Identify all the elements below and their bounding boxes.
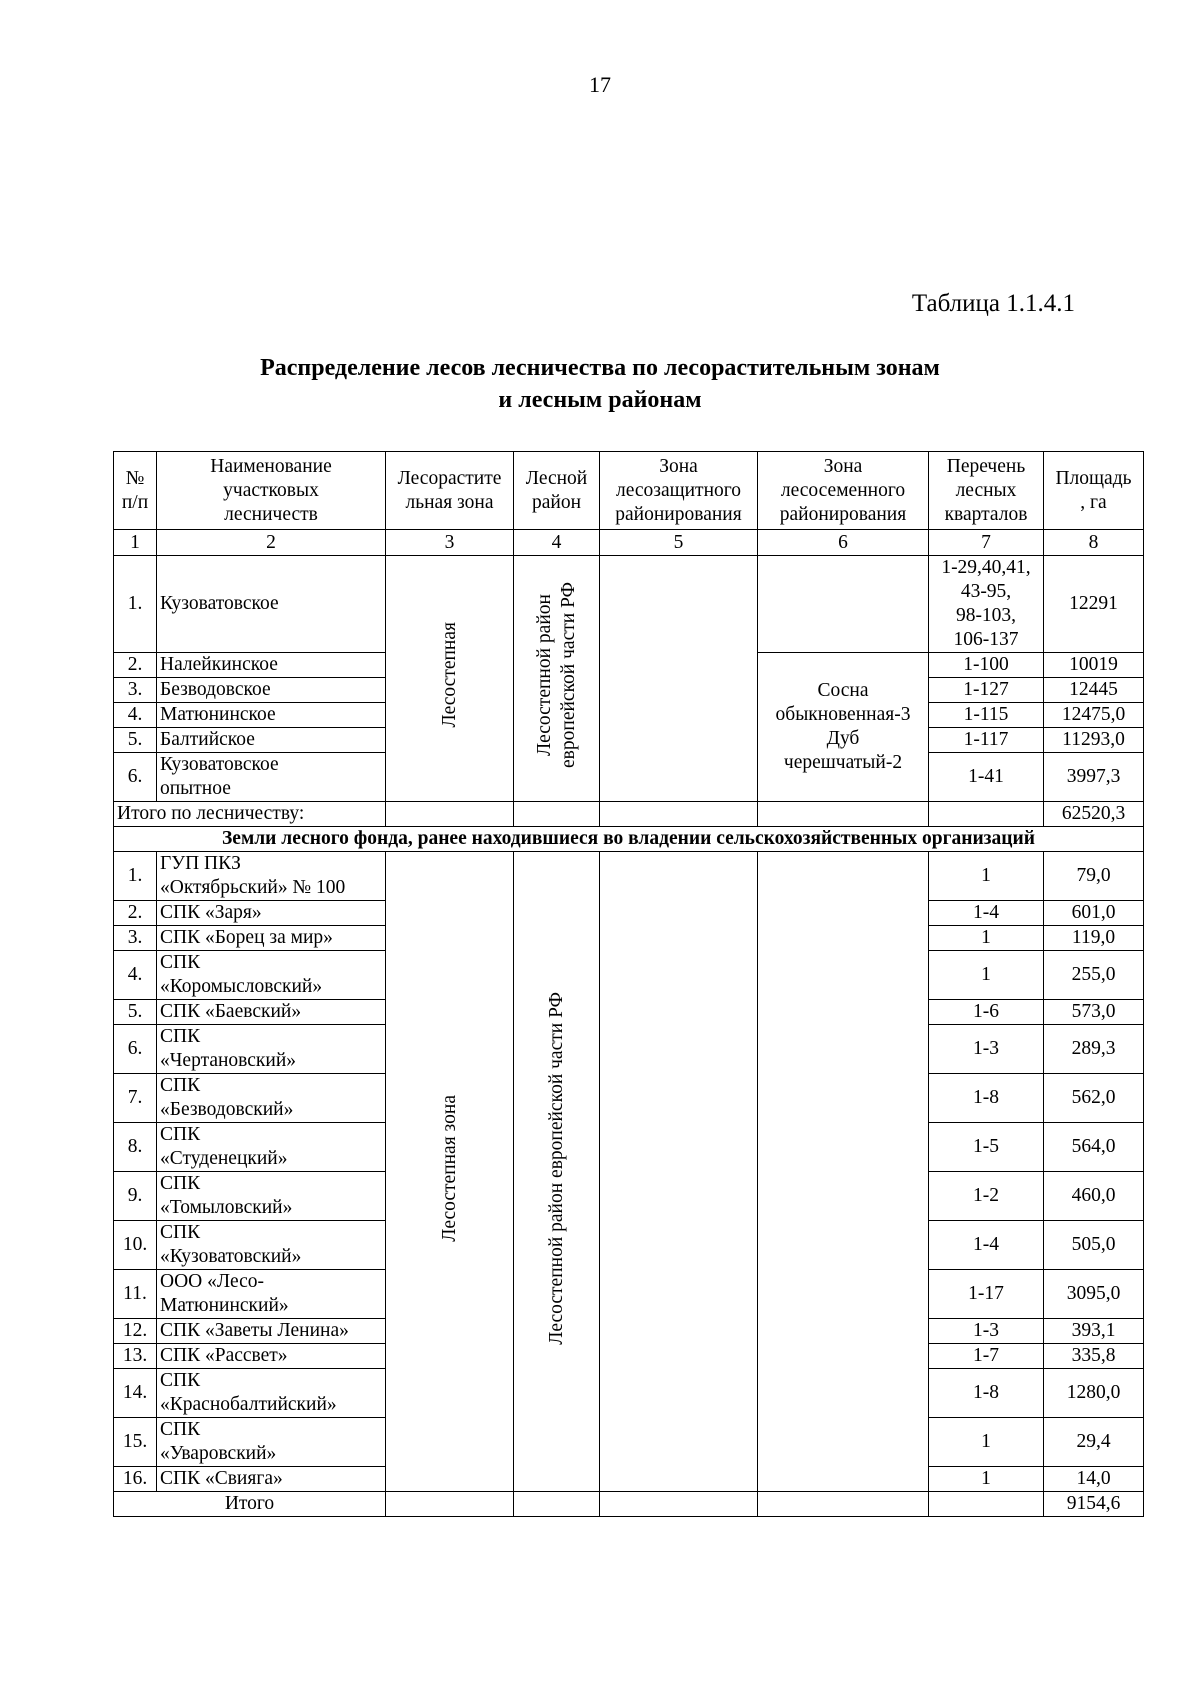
text-line: п/п: [121, 491, 149, 513]
area-cell: 3095,0: [1044, 1270, 1144, 1319]
text-line: «Томыловский»: [160, 1197, 293, 1218]
text-line: Матюнинское: [160, 704, 276, 725]
forestry-name: [157, 678, 386, 703]
col-number: 6: [758, 530, 929, 556]
area-cell: 601,0: [1044, 901, 1144, 926]
org-name-text: [160, 1124, 287, 1169]
forestry-name: [157, 728, 386, 753]
quarters-cell: 1: [929, 951, 1044, 1000]
empty-cell: [929, 802, 1044, 827]
text-line: Зона: [659, 455, 698, 477]
area-cell: 119,0: [1044, 926, 1144, 951]
quarters-cell: 1-4: [929, 1221, 1044, 1270]
forestry-name-text: [160, 729, 255, 750]
quarters-cell: [929, 753, 1044, 802]
header-num-text: [122, 468, 148, 513]
org-name-text: [160, 853, 345, 898]
org-name: [157, 1000, 386, 1025]
row-number: 3.: [114, 678, 157, 703]
veg-zone-text: Лесостепная: [438, 622, 460, 728]
header-num: [114, 452, 157, 530]
quarters-cell: [929, 678, 1044, 703]
protect-zone-cell: [600, 556, 758, 802]
org-name-text: [160, 1370, 337, 1415]
quarters-text: [968, 766, 1004, 787]
header-district-text: [526, 468, 588, 513]
empty-cell: [758, 802, 929, 827]
org-name-text: [160, 1345, 288, 1366]
row-number: 5.: [114, 1000, 157, 1025]
org-name: [157, 1074, 386, 1123]
org-name-text: [160, 1320, 349, 1341]
text-line: участковых: [223, 479, 319, 501]
text-line: СПК: [160, 1026, 201, 1047]
district-cell: [514, 556, 600, 802]
text-line: Перечень: [946, 455, 1026, 477]
col-number: 4: [514, 530, 600, 556]
text-line: СПК: [160, 1124, 201, 1145]
seed-zone-cell: [758, 653, 929, 802]
table-label: Таблица 1.1.4.1: [911, 290, 1075, 317]
org-name-text: [160, 927, 333, 948]
text-line: 1-117: [963, 729, 1009, 750]
header-veg-zone: [386, 452, 514, 530]
text-line: черешчатый-2: [783, 752, 903, 773]
empty-cell: [600, 802, 758, 827]
header-quarters: [929, 452, 1044, 530]
text-line: кварталов: [944, 503, 1028, 525]
quarters-text: [964, 704, 1009, 725]
text-line: СПК: [160, 1222, 201, 1243]
row-number: 13.: [114, 1344, 157, 1369]
text-line: СПК: [160, 952, 201, 973]
org-name: [157, 951, 386, 1000]
quarters-text: [964, 729, 1009, 750]
text-line: Зона: [823, 455, 863, 477]
col-number: 3: [386, 530, 514, 556]
seed-zone-cell-blank: [758, 556, 929, 653]
org-name-text: [160, 1419, 276, 1464]
area-cell: 505,0: [1044, 1221, 1144, 1270]
veg-zone-cell: [386, 556, 514, 802]
district-cell: [514, 852, 600, 1492]
quarters-cell: [929, 556, 1044, 653]
district-text: Лесостепной район европейской части РФ: [545, 991, 567, 1345]
header-name: [157, 452, 386, 530]
forestry-row: [114, 556, 1144, 653]
text-line: Налейкинское: [160, 654, 278, 675]
forestry-name: [157, 703, 386, 728]
text-line: ООО «Лесо-: [160, 1271, 265, 1292]
text-line: СПК: [160, 1173, 201, 1194]
quarters-cell: [929, 728, 1044, 753]
org-total-row: [114, 1492, 1144, 1517]
area-cell: 12475,0: [1044, 703, 1144, 728]
org-name: [157, 1123, 386, 1172]
text-line: районирования: [779, 503, 907, 525]
forestry-name-text: [160, 754, 279, 799]
header-area-text: [1055, 468, 1131, 513]
text-line: «Кузоватовский»: [160, 1246, 302, 1267]
empty-cell: [386, 802, 514, 827]
text-line: европейской части РФ: [557, 582, 579, 768]
org-name: [157, 901, 386, 926]
row-number: 7.: [114, 1074, 157, 1123]
veg-zone-cell: [386, 852, 514, 1492]
header-row: [114, 452, 1144, 530]
org-name: [157, 1025, 386, 1074]
org-name-text: [160, 1468, 283, 1489]
forestry-total-row: [114, 802, 1144, 827]
quarters-cell: 1-7: [929, 1344, 1044, 1369]
text-line: лесных: [955, 479, 1017, 501]
row-number: 8.: [114, 1123, 157, 1172]
row-number: 9.: [114, 1172, 157, 1221]
org-name-text: [160, 1075, 293, 1120]
quarters-cell: 1-3: [929, 1025, 1044, 1074]
text-line: опытное: [160, 778, 231, 799]
text-line: льная зона: [405, 491, 494, 513]
header-district: [514, 452, 600, 530]
col-number: 5: [600, 530, 758, 556]
forestry-name: [157, 653, 386, 678]
total-label: Итого по лесничеству:: [114, 802, 386, 827]
text-line: Матюнинский»: [160, 1295, 289, 1316]
district-text: [533, 582, 581, 768]
header-protect-zone-text: [615, 456, 741, 525]
quarters-cell: 1: [929, 1418, 1044, 1467]
row-number: 1.: [114, 556, 157, 653]
forestry-name: [157, 753, 386, 802]
text-line: район: [531, 491, 582, 513]
col-number: 7: [929, 530, 1044, 556]
area-cell: 289,3: [1044, 1025, 1144, 1074]
empty-cell: [386, 1492, 514, 1517]
area-cell: 564,0: [1044, 1123, 1144, 1172]
org-name-text: [160, 902, 262, 923]
document-title: [0, 352, 1200, 416]
quarters-cell: [929, 703, 1044, 728]
forestry-name-text: [160, 704, 276, 725]
text-line: Дуб: [826, 728, 860, 749]
row-number: 2.: [114, 901, 157, 926]
table-body: [114, 452, 1144, 1517]
quarters-cell: 1-6: [929, 1000, 1044, 1025]
header-veg-zone-text: [398, 468, 502, 513]
org-name: [157, 1221, 386, 1270]
org-name-text: [160, 1026, 296, 1071]
text-line: 1-115: [963, 704, 1009, 725]
text-line: лесозащитного: [615, 479, 742, 501]
text-line: СПК «Заветы Ленина»: [160, 1320, 349, 1341]
row-number: 3.: [114, 926, 157, 951]
empty-cell: [514, 802, 600, 827]
text-line: районирования: [615, 503, 742, 525]
org-name-text: [160, 1222, 301, 1267]
text-line: Лесной: [525, 467, 588, 489]
quarters-cell: 1: [929, 926, 1044, 951]
quarters-cell: 1-5: [929, 1123, 1044, 1172]
area-cell: 255,0: [1044, 951, 1144, 1000]
area-cell: 335,8: [1044, 1344, 1144, 1369]
text-line: «Уваровский»: [160, 1443, 277, 1464]
header-protect-zone: [600, 452, 758, 530]
quarters-cell: 1-4: [929, 901, 1044, 926]
text-line: 106-137: [953, 629, 1019, 650]
col-number: 8: [1044, 530, 1144, 556]
org-name: [157, 926, 386, 951]
row-number: 5.: [114, 728, 157, 753]
text-line: 98-103,: [955, 605, 1017, 626]
header-quarters-text: [945, 456, 1028, 525]
area-cell: 29,4: [1044, 1418, 1144, 1467]
text-line: СПК: [160, 1370, 201, 1391]
text-line: 1-100: [963, 654, 1009, 675]
row-number: 4.: [114, 951, 157, 1000]
empty-cell: [600, 1492, 758, 1517]
text-line: «Октябрьский» № 100: [160, 877, 346, 898]
header-name-text: [210, 456, 332, 525]
org-name: [157, 1319, 386, 1344]
total-area: 62520,3: [1044, 802, 1144, 827]
area-cell: 562,0: [1044, 1074, 1144, 1123]
row-number: 11.: [114, 1270, 157, 1319]
area-cell: 393,1: [1044, 1319, 1144, 1344]
row-number: 12.: [114, 1319, 157, 1344]
quarters-text: [941, 557, 1030, 650]
text-line: 1-41: [968, 766, 1004, 787]
text-line: СПК: [160, 1075, 201, 1096]
text-line: СПК «Рассвет»: [160, 1345, 288, 1366]
org-name-text: [160, 1173, 292, 1218]
text-line: Сосна: [817, 680, 869, 701]
section-row: [114, 827, 1144, 852]
col-number: 1: [114, 530, 157, 556]
page-number: 17: [589, 72, 611, 97]
text-line: СПК «Баевский»: [160, 1001, 302, 1022]
text-line: Балтийское: [160, 729, 255, 750]
row-number: 2.: [114, 653, 157, 678]
quarters-cell: [929, 653, 1044, 678]
total-label: Итого: [114, 1492, 386, 1517]
header-seed-zone-text: [780, 456, 906, 525]
quarters-cell: 1-8: [929, 1074, 1044, 1123]
text-line: «Студенецкий»: [160, 1148, 288, 1169]
area-cell: 1280,0: [1044, 1369, 1144, 1418]
empty-cell: [929, 1492, 1044, 1517]
empty-cell: [758, 1492, 929, 1517]
quarters-cell: 1-2: [929, 1172, 1044, 1221]
area-cell: 10019: [1044, 653, 1144, 678]
area-cell: 14,0: [1044, 1467, 1144, 1492]
seed-zone-cell: [758, 852, 929, 1492]
quarters-cell: 1-3: [929, 1319, 1044, 1344]
org-name: [157, 1369, 386, 1418]
text-line: 43-95,: [960, 581, 1012, 602]
row-number: 14.: [114, 1369, 157, 1418]
quarters-cell: 1-17: [929, 1270, 1044, 1319]
forestry-name-text: [160, 654, 278, 675]
title-line-1: Распределение лесов лесничества по лесорастительным зонам: [260, 355, 940, 381]
forestry-name-text: [160, 679, 271, 700]
text-line: «Чертановский»: [160, 1050, 297, 1071]
text-line: Лесорастите: [397, 467, 502, 489]
area-cell: 12445: [1044, 678, 1144, 703]
quarters-cell: 1-8: [929, 1369, 1044, 1418]
quarters-text: [963, 654, 1009, 675]
text-line: СПК «Свияга»: [160, 1468, 283, 1489]
column-number-row: [114, 530, 1144, 556]
text-line: Лесостепной район: [533, 594, 555, 756]
text-line: 1-127: [963, 679, 1009, 700]
forest-distribution-table: [113, 451, 1144, 1517]
text-line: Кузоватовское: [160, 754, 279, 775]
org-name-text: [160, 1271, 289, 1316]
org-name: [157, 1270, 386, 1319]
org-name-text: [160, 1001, 301, 1022]
row-number: 6.: [114, 1025, 157, 1074]
section-title: Земли лесного фонда, ранее находившиеся во владении сельскохозяйственных организаций: [114, 827, 1144, 852]
empty-cell: [514, 1492, 600, 1517]
org-name: [157, 1172, 386, 1221]
org-row: [114, 852, 1144, 901]
row-number: 10.: [114, 1221, 157, 1270]
text-line: «Безводовский»: [160, 1099, 294, 1120]
text-line: Безводовское: [160, 679, 271, 700]
text-line: Наименование: [210, 455, 332, 477]
row-number: 1.: [114, 852, 157, 901]
protect-zone-cell: [600, 852, 758, 1492]
area-cell: 3997,3: [1044, 753, 1144, 802]
col-number: 2: [157, 530, 386, 556]
forestry-name-text: [160, 593, 279, 614]
text-line: «Краснобалтийский»: [160, 1394, 337, 1415]
seed-zone-text: [776, 680, 911, 773]
header-area: [1044, 452, 1144, 530]
org-name: [157, 1467, 386, 1492]
row-number: 6.: [114, 753, 157, 802]
row-number: 16.: [114, 1467, 157, 1492]
text-line: лесосеменного: [780, 479, 906, 501]
title-line-2: и лесным районам: [498, 387, 702, 413]
org-name: [157, 1418, 386, 1467]
org-name-text: [160, 952, 322, 997]
text-line: Кузоватовское: [160, 593, 279, 614]
text-line: Площадь: [1055, 467, 1132, 489]
quarters-cell: 1: [929, 1467, 1044, 1492]
text-line: лесничеств: [224, 503, 318, 525]
forestry-name: [157, 556, 386, 653]
header-seed-zone: [758, 452, 929, 530]
text-line: «Коромысловский»: [160, 976, 323, 997]
row-number: 4.: [114, 703, 157, 728]
text-line: обыкновенная-3: [775, 704, 911, 725]
text-line: 1-29,40,41,: [941, 557, 1031, 578]
total-area: 9154,6: [1044, 1492, 1144, 1517]
area-cell: 11293,0: [1044, 728, 1144, 753]
quarters-cell: 1: [929, 852, 1044, 901]
area-cell: 573,0: [1044, 1000, 1144, 1025]
org-name: [157, 1344, 386, 1369]
text-line: , га: [1080, 491, 1107, 513]
text-line: СПК «Заря»: [160, 902, 262, 923]
text-line: ГУП ПКЗ: [160, 853, 241, 874]
quarters-text: [963, 679, 1009, 700]
veg-zone-text: Лесостепная зона: [438, 1094, 460, 1242]
org-name: [157, 852, 386, 901]
area-cell: 12291: [1044, 556, 1144, 653]
row-number: 15.: [114, 1418, 157, 1467]
text-line: СПК: [160, 1419, 201, 1440]
area-cell: 79,0: [1044, 852, 1144, 901]
text-line: СПК «Борец за мир»: [160, 927, 333, 948]
text-line: №: [125, 467, 145, 489]
area-cell: 460,0: [1044, 1172, 1144, 1221]
